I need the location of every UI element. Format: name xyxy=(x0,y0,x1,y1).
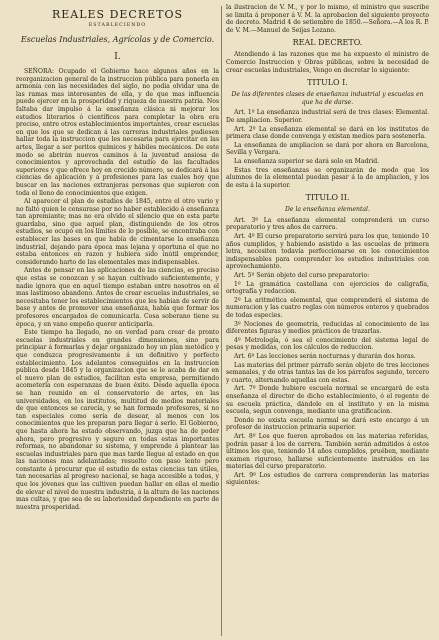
article: Art. 7º Donde hubiere escuela normal se encargará de esta enseñanza el director de dicho establecimiento, ó el regente de su escuela práctica, dándole en el instituto y en la misma escuela, segun convenga, mediante una gratificacion. xyxy=(226,385,429,416)
article: Donde no exista escuela normal se dará este encargo á un profesor de instruccion primaria superior. xyxy=(226,416,429,432)
title-2-subtitle: De la enseñanza elemental. xyxy=(285,206,370,214)
article: Art. 6º Las lecciones serán nocturnas y durarán dos horas. xyxy=(234,352,416,360)
paragraph-3: Antes de pensar en las aplicaciones de las ciencias, es preciso que estas se conozcan y se hayan cultivado suficientemente, y nadie ignora que en aquel tiempo estaban entre nosotros en el mas lastimoso abandono. Antes de crear escuelas industriales, se necesitaba tener los establecimientos que les habian de servir de base y antes de promover una enseñanza, había que formar los profesores encargados de comunicarla. Cosa soberano tiene su época, y en vano empeño querer anticiparla. xyxy=(16,267,219,328)
title-1-heading: TITULO I. xyxy=(307,78,348,88)
article: Art. 4º El curso preparatorio servirá para los que, teniendo 10 años cumplidos, y habiendo asistido a las escuelas de primera letra, necesiten todavía perfeccionarse en los conocimientos indispensables para comprender los estudios industriales con aprovechamiento. xyxy=(226,233,429,271)
article: La enseñanza superior se dará solo en Madrid. xyxy=(234,157,380,165)
article: Art. 9º Los estudios de carrera comprenderán las materias siguientes: xyxy=(226,471,429,487)
article: Art. 8º Los que fueren aprobados en las materias referidas, podrán pasar á los de carrera. También serán admitidos á estos últimos los que, teniendo 14 años cumplidos, pruében, mediante examen riguroso, hallarse suficientemente instruidos en las materias del curso preparatorio. xyxy=(226,432,429,471)
article: Las materias del primer párrafo serán objeto de tres lecciones semanales, y de otras tantas las de los párrafos segundo, tercero y cuarto, alternando aquellas con estas. xyxy=(226,361,429,384)
document-subtitle: Escuelas Industriales, Agrícolas y de Comercio. xyxy=(20,35,215,44)
section-number: I. xyxy=(114,52,121,62)
article: Estas tres enseñanzas se organizarán de modo que los alumnos de la elemental puedan pasar á la de ampliacion, y los de esta á la superior. xyxy=(226,166,429,189)
decree-intro: Atendiendo á las razones que me ha expuesto el ministro de Comercio Instruccion y Obras públicas, sobre la necesidad de crear escuelas industriales, Vengo en decretar lo siguiente: xyxy=(226,51,429,74)
title-2-heading: TITULO II. xyxy=(305,193,350,203)
article: Art. 1º La enseñanza industrial será de tres clases: Elemental. De ampliacion. Superior. xyxy=(226,109,429,124)
article: 2º La aritmética elemental, que comprenderá el sistema de numeracion y las cuatro reglas con números enteros y quebrados de todas especies. xyxy=(226,296,429,319)
establishing-label: ESTABLECIENDO xyxy=(88,23,147,28)
article: Art. 2º La enseñanza elemental se dará en los institutos de primera clase donde convenga y existan medios para sostenerla. xyxy=(226,125,429,141)
right-column xyxy=(226,4,429,488)
article: 3º Nociones de geometría, reducidas al conocimiento de las diferentes figuras y medios prácticos de trazarlas. xyxy=(226,320,429,336)
article: La enseñanza de ampliacion se dará por ahora en Barcelona, Sevilla y Vergara. xyxy=(226,141,429,157)
left-column xyxy=(16,4,219,512)
closing-lines: la ilustracion de V. M., y por lo mismo, el ministro que suscribe se limita á proponer á V. M. la aprobacion del siguiente proyecto de decreto. Madrid 4 de setiembre de 1850.—Señora.—A los R. P. de V. M.—Manuel de Seijas Lozano. xyxy=(226,4,429,34)
article: 4º Metrología, ó sea el conocimiento del sistema legal de pesas y medidas, con los cálculos de reduccion. xyxy=(226,336,429,352)
paragraph-1: SEÑORA: Ocupado el Gobierno hace algunos años en la reorganizacion general de la instruccion pública para ponerla en armonía con las necesidades del siglo, no podia olvidar una de las ramas mas interesantes de ella, y de que mas influencia puede ejercer en la prosperidad y riqueza de nuestra patria. Nos faltaba dar impulso á la enseñanza clásica ni mejorar los estudios literarios ó científicos para completar la obra era preciso, entre otros establecimientos importantes, crear escuelas en que los que se dedican á las carreras industriales pudiesen hallar toda la instruccion que les necesaria para ejercitar en las artes, llegar a ser peritos químicos y hábiles mecánicos. De este modo se abrirán nuevos caminos á la juventud ansiosa de conocimientos y aprovechada del estudio de las facultades superiores y que ofrece hoy en crecido número, se dedicará á las ciencias de aplicación y á profesiones para las cuales hoy que buscar en las naciones extranjeras personas que supieron con toda el lleno de conocimientos que exigen. xyxy=(16,68,219,197)
title-1-subtitle: De las diferentes clases de enseñanza industrial y escuelas en que ha de darse. xyxy=(231,91,424,106)
article: Art. 5º Serán objeto del curso preparatorio: xyxy=(234,272,370,280)
paragraph-2: Al aparecer el plan de estudios de 1845, entre el otro vario y no faltó quien le censurase por no haber establecido á enseñanza tan apremiante; mas no era olvido el silencio que en esta parte guardaba, sino que aquel plan, distinguiendo de los otros estudios, se ocupó en los límites de lo posible, se encontraba con establecer las bases en que había de cimentarse la enseñanza industrial, dejando para época mas lejana y oportuna el que no estaba entonces en razon y hubiera sido inútil emprender, considerando harto de las elementales mas indispensables. xyxy=(16,198,219,266)
document-title: REALES DECRETOS xyxy=(51,8,184,21)
article: Art. 3º La enseñanza elemental comprenderá un curso preparatorio y tres años de carrera. xyxy=(226,216,429,232)
article: 1º La gramática castellana con ejercicios de caligrafía, ortografía y redaccion. xyxy=(226,280,429,296)
decree-heading: REAL DECRETO. xyxy=(292,38,363,48)
paragraph-4: Este tiempo ha llegado, no en verdad para crear de pronto escuelas industriales en grandes dimensiones, sino para principiar á formarlas y dejar organizado hoy un plan metódico y que conduzca progresivamente á un definitivo y perfecto establecimiento. Los adelantos conseguidos en la instruccion pública desde 1845 y la organizacion que se le acaba de dar en el nuevo plan de estudios, facilitan esta empresa, permitiendo acometerla con esperanzas de buen éxito. Desde aquella época se han reunido en el conservatorio de artes, en las universidades, en los institutos, multitud de medios materiales de que entonces se carecía, y se han formado profesores, si no tan especiales como sería de desear, al menos con los conocimientos que les preparan para llegar á serlo. El Gobierno, que hasta ahora ha estado observando, juzga que ha de poder ahora, pero progresivo y seguro en todas estas importantes reformas, no abandonar su sistema, y emprende á plantear las escuelas industriales para que mas tarde llegue al estado en que las naciones mas adelantadas; resuelto con paso lento pero constante á procurar que el estudio de estas ciencias tan útiles, tan necesarias al progreso nacional, se haga accesible a todos, y que los jóvenes que las cultiven puedan hallar en ellas el medio de elevar el nivel de nuestra industria, á la altura de las naciones mas cultas, y que sea de su laboriosidad dependiente en parte de nuestra prosperidad. xyxy=(16,329,219,511)
column-divider xyxy=(221,6,222,636)
